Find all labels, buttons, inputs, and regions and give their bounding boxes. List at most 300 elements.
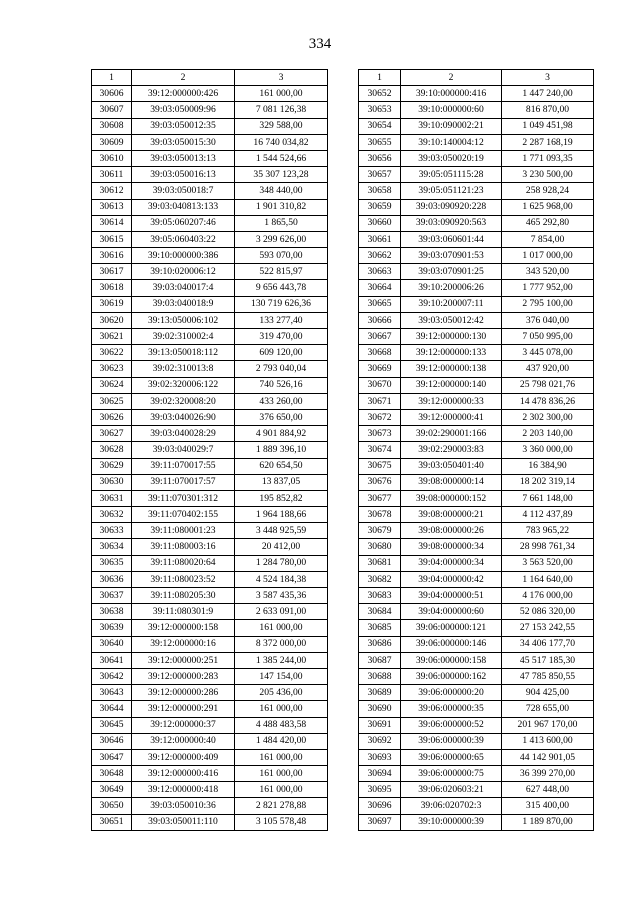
cadastral-number-cell: 39:11:080020:64 [132,555,235,571]
table-row [92,798,328,814]
cadastral-number-cell: 39:12:000000:251 [132,652,235,668]
cadastral-number-cell: 39:03:050012:35 [132,118,235,134]
cadastral-number-cell: 39:12:000000:416 [132,766,235,782]
table-row [92,523,328,539]
table-row [359,264,594,280]
page-number: 334 [308,36,332,52]
table-row [359,652,594,668]
value-cell: 4 524 184,38 [235,571,328,587]
table-row [359,523,594,539]
value-cell: 161 000,00 [235,86,328,102]
cadastral-number-cell: 39:06:000000:146 [401,636,502,652]
cadastral-number-cell: 39:10:000000:416 [401,86,502,102]
table-row [359,636,594,652]
value-cell: 1 901 310,82 [235,199,328,215]
cadastral-number-cell: 39:12:000000:426 [132,86,235,102]
value-cell: 2 633 091,00 [235,604,328,620]
table-row [92,490,328,506]
cadastral-number-cell: 39:12:000000:409 [132,749,235,765]
cadastral-number-cell: 39:03:040017:4 [132,280,235,296]
cadastral-number-cell: 39:06:000000:65 [401,749,502,765]
cadastral-number-cell: 39:13:050006:102 [132,312,235,328]
table-row [92,668,328,684]
table-row [359,555,594,571]
table-row [359,409,594,425]
value-cell: 4 901 884,92 [235,426,328,442]
value-cell: 7 050 995,00 [502,329,594,345]
row-number-cell: 30653 [359,102,401,118]
table-row [92,345,328,361]
row-number-cell: 30695 [359,782,401,798]
cadastral-number-cell: 39:03:050013:13 [132,150,235,166]
table-row [359,749,594,765]
table-row [359,458,594,474]
header-cell-2: 2 [401,70,502,86]
cadastral-number-cell: 39:03:090920:563 [401,215,502,231]
table-row [92,539,328,555]
value-cell: 18 202 319,14 [502,474,594,490]
value-cell: 343 520,00 [502,264,594,280]
table-header-row [92,70,328,86]
table-row [359,329,594,345]
table-row [92,426,328,442]
value-cell: 3 445 078,00 [502,345,594,361]
table-row [359,134,594,150]
table-right [358,69,594,831]
cadastral-number-cell: 39:12:000000:41 [401,409,502,425]
table-row [92,361,328,377]
cadastral-number-cell: 39:10:000000:39 [401,814,502,830]
row-number-cell: 30679 [359,523,401,539]
table-row [359,571,594,587]
value-cell: 1 964 188,66 [235,507,328,523]
value-cell: 1 771 093,35 [502,150,594,166]
row-number-cell: 30668 [359,345,401,361]
row-number-cell: 30675 [359,458,401,474]
table-row [92,167,328,183]
value-cell: 783 965,22 [502,523,594,539]
cadastral-number-cell: 39:08:000000:34 [401,539,502,555]
row-number-cell: 30667 [359,329,401,345]
value-cell: 161 000,00 [235,782,328,798]
row-number-cell: 30644 [92,701,132,717]
row-number-cell: 30689 [359,685,401,701]
table-row [359,183,594,199]
value-cell: 147 154,00 [235,668,328,684]
row-number-cell: 30623 [92,361,132,377]
table-row [92,312,328,328]
cadastral-number-cell: 39:03:050401:40 [401,458,502,474]
row-number-cell: 30671 [359,393,401,409]
value-cell: 205 436,00 [235,685,328,701]
value-cell: 1 625 968,00 [502,199,594,215]
row-number-cell: 30635 [92,555,132,571]
table-row [359,474,594,490]
table-row [92,248,328,264]
table-row [359,393,594,409]
table-row [359,118,594,134]
value-cell: 2 793 040,04 [235,361,328,377]
table-row [359,588,594,604]
cadastral-number-cell: 39:06:000000:158 [401,652,502,668]
row-number-cell: 30690 [359,701,401,717]
table-row [92,474,328,490]
table-row [92,393,328,409]
cadastral-number-cell: 39:03:050012:42 [401,312,502,328]
cadastral-number-cell: 39:04:000000:60 [401,604,502,620]
table-row [359,199,594,215]
table-row [359,620,594,636]
cadastral-number-cell: 39:06:000000:39 [401,733,502,749]
value-cell: 1 284 780,00 [235,555,328,571]
cadastral-number-cell: 39:02:310013:8 [132,361,235,377]
value-cell: 201 967 170,00 [502,717,594,733]
cadastral-number-cell: 39:04:000000:51 [401,588,502,604]
row-number-cell: 30645 [92,717,132,733]
row-number-cell: 30678 [359,507,401,523]
cadastral-number-cell: 39:12:000000:291 [132,701,235,717]
table-row [92,329,328,345]
row-number-cell: 30637 [92,588,132,604]
row-number-cell: 30642 [92,668,132,684]
value-cell: 3 360 000,00 [502,442,594,458]
cadastral-number-cell: 39:12:000000:158 [132,620,235,636]
value-cell: 1 017 000,00 [502,248,594,264]
value-cell: 28 998 761,34 [502,539,594,555]
cadastral-number-cell: 39:03:090920:228 [401,199,502,215]
table-row [359,733,594,749]
table-row [92,296,328,312]
value-cell: 437 920,00 [502,361,594,377]
cadastral-number-cell: 39:03:040813:133 [132,199,235,215]
row-number-cell: 30607 [92,102,132,118]
row-number-cell: 30639 [92,620,132,636]
header-cell-3: 3 [502,70,594,86]
value-cell: 1 413 600,00 [502,733,594,749]
value-cell: 8 372 000,00 [235,636,328,652]
value-cell: 2 287 168,19 [502,134,594,150]
value-cell: 9 656 443,78 [235,280,328,296]
cadastral-number-cell: 39:11:070017:57 [132,474,235,490]
table-row [359,442,594,458]
cadastral-number-cell: 39:02:320006:122 [132,377,235,393]
header-cell-2: 2 [132,70,235,86]
cadastral-number-cell: 39:11:070402:155 [132,507,235,523]
value-cell: 1 385 244,00 [235,652,328,668]
table-row [92,409,328,425]
cadastral-number-cell: 39:12:000000:283 [132,668,235,684]
row-number-cell: 30684 [359,604,401,620]
value-cell: 52 086 320,00 [502,604,594,620]
value-cell: 2 821 278,88 [235,798,328,814]
cadastral-number-cell: 39:11:080301:9 [132,604,235,620]
row-number-cell: 30691 [359,717,401,733]
cadastral-number-cell: 39:02:310002:4 [132,329,235,345]
header-cell-1: 1 [92,70,132,86]
row-number-cell: 30659 [359,199,401,215]
cadastral-number-cell: 39:11:070301:312 [132,490,235,506]
cadastral-number-cell: 39:05:051115:28 [401,167,502,183]
table-row [359,717,594,733]
table-row [92,183,328,199]
value-cell: 3 230 500,00 [502,167,594,183]
header-cell-1: 1 [359,70,401,86]
table-row [92,717,328,733]
value-cell: 27 153 242,55 [502,620,594,636]
cadastral-number-cell: 39:10:140004:12 [401,134,502,150]
row-number-cell: 30627 [92,426,132,442]
row-number-cell: 30674 [359,442,401,458]
value-cell: 3 448 925,59 [235,523,328,539]
row-number-cell: 30693 [359,749,401,765]
table-row [92,134,328,150]
value-cell: 16 384,90 [502,458,594,474]
cadastral-number-cell: 39:08:000000:152 [401,490,502,506]
value-cell: 130 719 626,36 [235,296,328,312]
cadastral-number-cell: 39:03:040029:7 [132,442,235,458]
value-cell: 1 544 524,66 [235,150,328,166]
value-cell: 740 526,16 [235,377,328,393]
row-number-cell: 30636 [92,571,132,587]
value-cell: 4 112 437,89 [502,507,594,523]
row-number-cell: 30638 [92,604,132,620]
row-number-cell: 30697 [359,814,401,830]
cadastral-number-cell: 39:12:000000:37 [132,717,235,733]
cadastral-number-cell: 39:10:200007:11 [401,296,502,312]
cadastral-number-cell: 39:12:000000:130 [401,329,502,345]
row-number-cell: 30692 [359,733,401,749]
value-cell: 609 120,00 [235,345,328,361]
value-cell: 816 870,00 [502,102,594,118]
row-number-cell: 30633 [92,523,132,539]
row-number-cell: 30664 [359,280,401,296]
table-row [92,814,328,830]
cadastral-number-cell: 39:11:070017:55 [132,458,235,474]
value-cell: 376 650,00 [235,409,328,425]
value-cell: 7 081 126,38 [235,102,328,118]
value-cell: 728 655,00 [502,701,594,717]
cadastral-number-cell: 39:06:000000:75 [401,766,502,782]
table-row [359,312,594,328]
value-cell: 522 815,97 [235,264,328,280]
row-number-cell: 30625 [92,393,132,409]
value-cell: 1 049 451,98 [502,118,594,134]
row-number-cell: 30657 [359,167,401,183]
table-row [359,507,594,523]
value-cell: 1 777 952,00 [502,280,594,296]
table-row [92,442,328,458]
row-number-cell: 30606 [92,86,132,102]
value-cell: 34 406 177,70 [502,636,594,652]
table-row [359,361,594,377]
value-cell: 161 000,00 [235,766,328,782]
value-cell: 1 889 396,10 [235,442,328,458]
row-number-cell: 30683 [359,588,401,604]
row-number-cell: 30614 [92,215,132,231]
cadastral-number-cell: 39:12:000000:286 [132,685,235,701]
row-number-cell: 30622 [92,345,132,361]
row-number-cell: 30669 [359,361,401,377]
cadastral-number-cell: 39:03:040026:90 [132,409,235,425]
cadastral-number-cell: 39:12:000000:16 [132,636,235,652]
table-row [359,798,594,814]
value-cell: 2 302 300,00 [502,409,594,425]
table-row [92,377,328,393]
row-number-cell: 30655 [359,134,401,150]
table-row [92,652,328,668]
table-row [359,701,594,717]
table-row [359,685,594,701]
value-cell: 195 852,82 [235,490,328,506]
row-number-cell: 30611 [92,167,132,183]
row-number-cell: 30663 [359,264,401,280]
table-row [359,248,594,264]
row-number-cell: 30694 [359,766,401,782]
table-row [359,377,594,393]
row-number-cell: 30682 [359,571,401,587]
value-cell: 620 654,50 [235,458,328,474]
cadastral-number-cell: 39:12:000000:40 [132,733,235,749]
table-row [359,215,594,231]
cadastral-number-cell: 39:03:060601:44 [401,231,502,247]
value-cell: 329 588,00 [235,118,328,134]
cadastral-number-cell: 39:03:050016:13 [132,167,235,183]
cadastral-number-cell: 39:08:000000:26 [401,523,502,539]
row-number-cell: 30613 [92,199,132,215]
value-cell: 348 440,00 [235,183,328,199]
cadastral-number-cell: 39:06:020603:21 [401,782,502,798]
row-number-cell: 30621 [92,329,132,345]
cadastral-number-cell: 39:10:020006:12 [132,264,235,280]
row-number-cell: 30677 [359,490,401,506]
cadastral-number-cell: 39:12:000000:133 [401,345,502,361]
value-cell: 20 412,00 [235,539,328,555]
value-cell: 35 307 123,28 [235,167,328,183]
cadastral-number-cell: 39:12:000000:138 [401,361,502,377]
cadastral-number-cell: 39:02:320008:20 [132,393,235,409]
cadastral-number-cell: 39:06:000000:121 [401,620,502,636]
row-number-cell: 30610 [92,150,132,166]
table-row [359,490,594,506]
row-number-cell: 30631 [92,490,132,506]
cadastral-number-cell: 39:03:050015:30 [132,134,235,150]
cadastral-number-cell: 39:02:290003:83 [401,442,502,458]
row-number-cell: 30624 [92,377,132,393]
row-number-cell: 30688 [359,668,401,684]
table-row [359,668,594,684]
cadastral-number-cell: 39:06:000000:20 [401,685,502,701]
row-number-cell: 30620 [92,312,132,328]
row-number-cell: 30650 [92,798,132,814]
table-row [92,215,328,231]
table-row [92,588,328,604]
cadastral-number-cell: 39:05:060207:46 [132,215,235,231]
value-cell: 904 425,00 [502,685,594,701]
cadastral-number-cell: 39:02:290001:166 [401,426,502,442]
cadastral-number-cell: 39:03:040028:29 [132,426,235,442]
value-cell: 1 484 420,00 [235,733,328,749]
cadastral-number-cell: 39:11:080205:30 [132,588,235,604]
cadastral-number-cell: 39:10:200006:26 [401,280,502,296]
value-cell: 161 000,00 [235,620,328,636]
cadastral-number-cell: 39:08:000000:14 [401,474,502,490]
value-cell: 133 277,40 [235,312,328,328]
table-row [359,102,594,118]
row-number-cell: 30618 [92,280,132,296]
value-cell: 3 105 578,48 [235,814,328,830]
table-left-body [92,70,328,831]
cadastral-number-cell: 39:03:050009:96 [132,102,235,118]
row-number-cell: 30630 [92,474,132,490]
value-cell: 25 798 021,76 [502,377,594,393]
value-cell: 319 470,00 [235,329,328,345]
cadastral-number-cell: 39:04:000000:42 [401,571,502,587]
cadastral-number-cell: 39:03:050010:36 [132,798,235,814]
value-cell: 13 837,05 [235,474,328,490]
cadastral-number-cell: 39:06:000000:35 [401,701,502,717]
value-cell: 4 488 483,58 [235,717,328,733]
value-cell: 44 142 901,05 [502,749,594,765]
table-row [92,749,328,765]
row-number-cell: 30673 [359,426,401,442]
value-cell: 3 563 520,00 [502,555,594,571]
table-row [92,264,328,280]
table-row [359,167,594,183]
row-number-cell: 30641 [92,652,132,668]
table-row [92,604,328,620]
header-cell-3: 3 [235,70,328,86]
cadastral-number-cell: 39:06:020702:3 [401,798,502,814]
cadastral-number-cell: 39:06:000000:52 [401,717,502,733]
row-number-cell: 30628 [92,442,132,458]
cadastral-number-cell: 39:10:000000:60 [401,102,502,118]
cadastral-number-cell: 39:12:000000:140 [401,377,502,393]
row-number-cell: 30632 [92,507,132,523]
cadastral-number-cell: 39:03:040018:9 [132,296,235,312]
table-row [92,766,328,782]
table-row [92,620,328,636]
table-row [92,636,328,652]
value-cell: 3 299 626,00 [235,231,328,247]
table-row [359,539,594,555]
cadastral-number-cell: 39:13:050018:112 [132,345,235,361]
table-row [92,280,328,296]
row-number-cell: 30676 [359,474,401,490]
row-number-cell: 30672 [359,409,401,425]
cadastral-number-cell: 39:03:050011:110 [132,814,235,830]
row-number-cell: 30665 [359,296,401,312]
row-number-cell: 30696 [359,798,401,814]
value-cell: 16 740 034,82 [235,134,328,150]
cadastral-number-cell: 39:04:000000:34 [401,555,502,571]
row-number-cell: 30658 [359,183,401,199]
row-number-cell: 30640 [92,636,132,652]
table-row [92,701,328,717]
row-number-cell: 30685 [359,620,401,636]
cadastral-number-cell: 39:11:080003:16 [132,539,235,555]
table-row [92,507,328,523]
row-number-cell: 30617 [92,264,132,280]
row-number-cell: 30649 [92,782,132,798]
row-number-cell: 30648 [92,766,132,782]
cadastral-number-cell: 39:12:000000:33 [401,393,502,409]
table-row [359,766,594,782]
cadastral-number-cell: 39:03:050020:19 [401,150,502,166]
table-row [359,345,594,361]
table-row [92,150,328,166]
cadastral-number-cell: 39:03:050018:7 [132,183,235,199]
value-cell: 1 447 240,00 [502,86,594,102]
